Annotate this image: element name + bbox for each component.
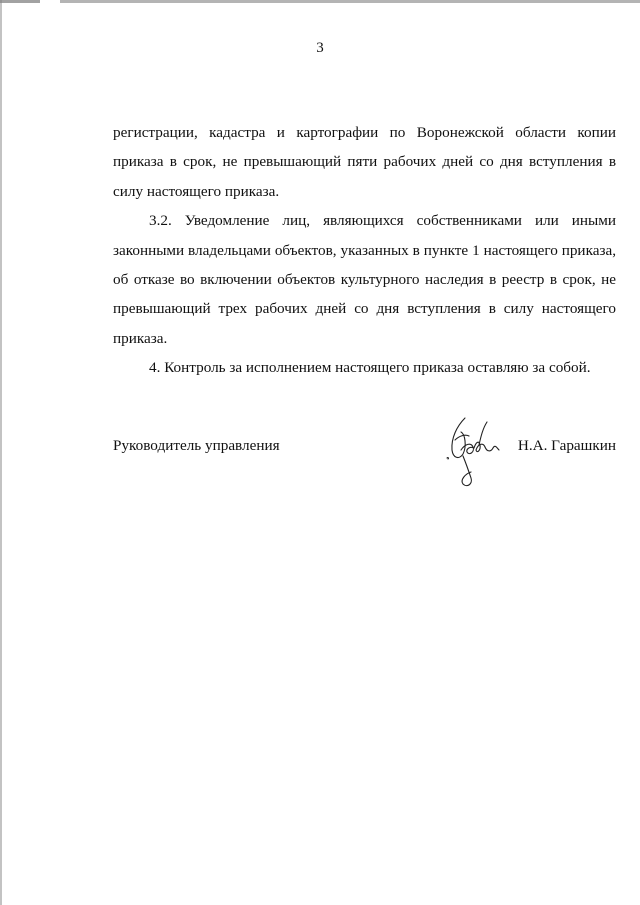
document-body	[113, 118, 616, 383]
paragraph-continuation: регистрации, кадастра и картографии по Воронежской области копии приказа в срок, не превышающий пяти рабочих дней со дня вступления в силу настоящего приказа.	[113, 124, 616, 200]
scan-edge-top	[0, 0, 640, 3]
paragraph-4: 4. Контроль за исполнением настоящего приказа оставляю за собой.	[149, 359, 591, 377]
scan-edge-left	[0, 0, 2, 905]
signer-name: Н.А. Гарашкин	[517, 437, 616, 454]
handwritten-signature	[443, 414, 505, 492]
paragraph-3-2: 3.2. Уведомление лиц, являющихся собственниками или иными законными владельцами объектов, указанных в пункте 1 настоящего приказа, об отказе во включении объектов культурного наследия в реестр в срок, не превышающий трех рабочих дней со дня вступления в силу настоящего приказа.	[113, 212, 616, 347]
signer-title: Руководитель управления	[113, 437, 280, 454]
signature-row	[113, 437, 616, 467]
page-number: 3	[316, 40, 324, 56]
